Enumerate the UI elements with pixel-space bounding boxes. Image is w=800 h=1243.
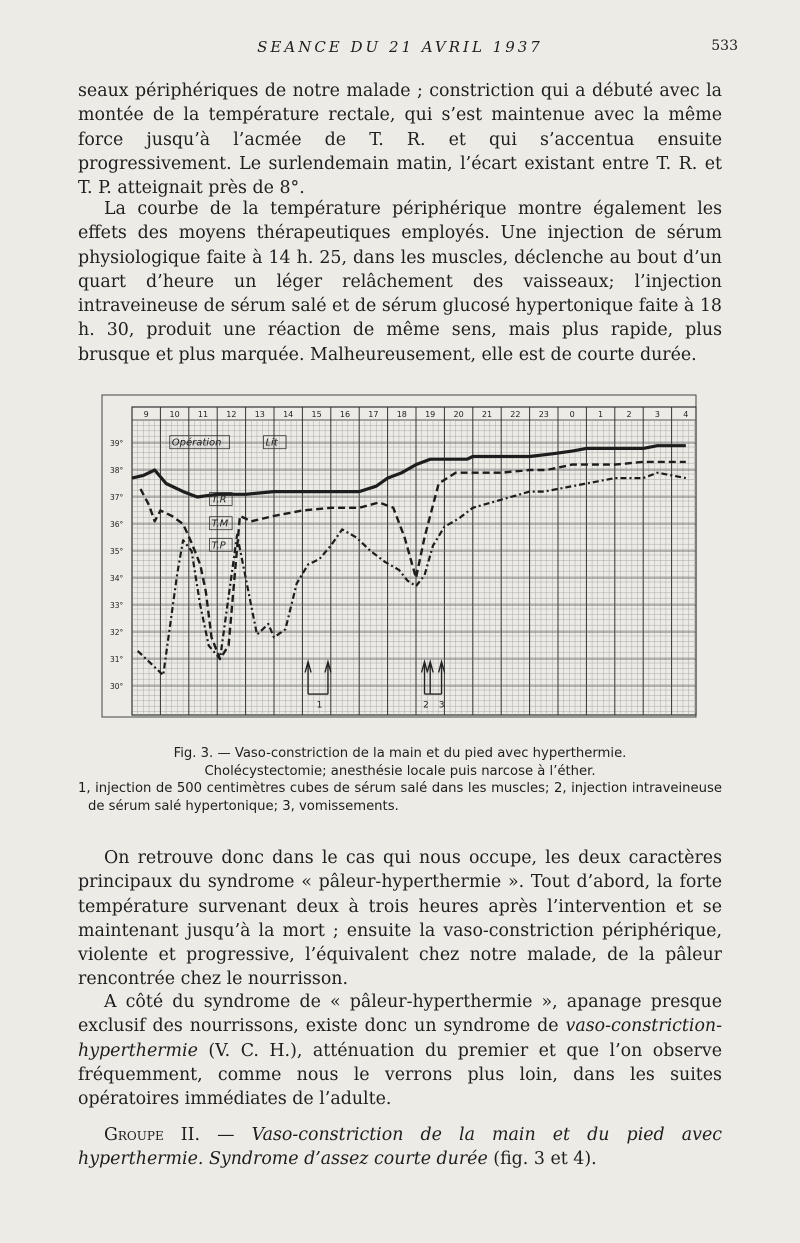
label-marker-2: 2	[423, 700, 429, 711]
section-heading	[78, 1123, 722, 1172]
x-tick-label: 16	[339, 410, 351, 419]
x-tick-label: 2	[626, 410, 632, 419]
page-header	[0, 38, 800, 58]
y-tick-label: 32°	[110, 628, 124, 637]
caption-title: Fig. 3. — Vaso-constriction de la main et du pied avec hyperthermie.	[173, 746, 627, 761]
x-tick-label: 9	[143, 410, 149, 419]
figure-caption	[78, 745, 722, 815]
page-number: 533	[711, 38, 738, 54]
x-tick-label: 12	[226, 410, 237, 419]
x-tick-label: 4	[683, 410, 689, 419]
y-tick-label: 31°	[110, 655, 124, 664]
figure-reference: (fig. 3 et 4).	[487, 1149, 597, 1170]
paragraph-4	[78, 990, 722, 1111]
y-tick-label: 34°	[110, 574, 124, 583]
x-tick-label: 22	[510, 410, 521, 419]
x-tick-label: 21	[481, 410, 493, 419]
label-tr: T.R	[211, 494, 227, 506]
label-marker-1: 1	[316, 700, 323, 711]
x-tick-label: 19	[425, 410, 436, 419]
paragraph-4-term: vaso-constriction-hyperthermie	[78, 1016, 722, 1061]
chart-annotations	[170, 436, 445, 711]
caption-operation: Cholécystectomie; anesthésie locale puis narcose à l’éther.	[204, 763, 596, 779]
chart-ticks	[110, 410, 688, 691]
label-tm: T.M	[211, 518, 229, 530]
x-tick-label: 23	[538, 410, 549, 419]
group-label: Groupe II.	[104, 1125, 201, 1145]
paragraph-4-text-b: (V. C. H.), atténuation du premier et que l’on observe fréquemment, comme nous le verrons plus loin, dans les suites opératoires immédiates de l’adulte.	[78, 1040, 722, 1110]
y-tick-label: 35°	[110, 547, 124, 556]
label-marker-3: 3	[438, 700, 445, 711]
x-tick-label: 18	[396, 410, 407, 419]
y-tick-label: 33°	[110, 601, 124, 610]
x-tick-label: 14	[283, 410, 294, 419]
group-title: Vaso-constriction de la main et du pied avec hyperthermie. Syndrome d’assez courte durée	[78, 1125, 722, 1170]
y-tick-label: 38°	[110, 466, 124, 475]
x-tick-label: 10	[169, 410, 180, 419]
y-tick-label: 39°	[110, 439, 124, 448]
x-tick-label: 1	[598, 410, 604, 419]
label-lit: Lit	[265, 437, 278, 449]
x-tick-label: 0	[569, 410, 575, 419]
temperature-chart	[96, 393, 700, 719]
x-tick-label: 3	[654, 410, 660, 419]
plot-frame	[132, 407, 696, 715]
y-tick-label: 30°	[110, 682, 124, 691]
x-tick-label: 15	[311, 410, 322, 419]
x-tick-label: 11	[197, 410, 209, 419]
paragraph-3: On retrouve donc dans le cas qui nous occupe, les deux caractères principaux du syndrome « pâleur-hyperthermie ». Tout d’abord, la forte température survenant deux à trois heures après l’intervention et se maintenant jusqu’à la mort ; ensuite la vaso-constriction périphérique, violente et progressive, l’équivalent chez notre malade, de la pâleur rencontrée chez le nourrisson.	[78, 848, 722, 990]
running-head: SEANCE DU 21 AVRIL 1937	[257, 38, 543, 56]
label-tp: T.P	[211, 540, 226, 552]
caption-legend: 1, injection de 500 centimètres cubes de sérum salé dans les muscles; 2, injection intraveineuse de sérum salé hypertonique; 3, vomissements.	[78, 781, 722, 814]
x-tick-label: 20	[453, 410, 464, 419]
x-tick-label: 13	[254, 410, 265, 419]
series-line-tr	[132, 446, 686, 497]
x-tick-label: 17	[368, 410, 379, 419]
paragraph-1: seaux périphériques de notre malade ; constriction qui a débuté avec la montée de la température rectale, qui s’est maintenue avec la même force jusqu’à l’acmée de T. R. et qui s’accentua ensuite progressivement. Le surlendemain matin, l’écart existant entre T. R. et T. P. atteignait près de 8°.	[78, 81, 722, 199]
paragraph-4-text-a: A côté du syndrome de « pâleur-hyperthermie », apanage presque exclusif des nourrissons, existe donc un syndrome de	[78, 992, 722, 1037]
y-tick-label: 37°	[110, 493, 124, 502]
paragraph-2: La courbe de la température périphérique montre également les effets des moyens thérapeutiques employés. Une injection de sérum physiologique faite à 14 h. 25, dans les muscles, déclenche au bout d’un quart d’heure un léger relâchement des vaisseaux; l’injection intraveineuse de sérum salé et de sérum glucosé hypertonique faite à 18 h. 30, produit une réaction de même sens, mais plus rapide, plus brusque et plus marquée. Malheureusement, elle est de courte durée.	[78, 199, 722, 365]
y-tick-label: 36°	[110, 520, 124, 529]
label-operation: Opération	[171, 437, 222, 449]
chart-svg	[96, 393, 700, 719]
heading-dash: —	[200, 1125, 252, 1145]
